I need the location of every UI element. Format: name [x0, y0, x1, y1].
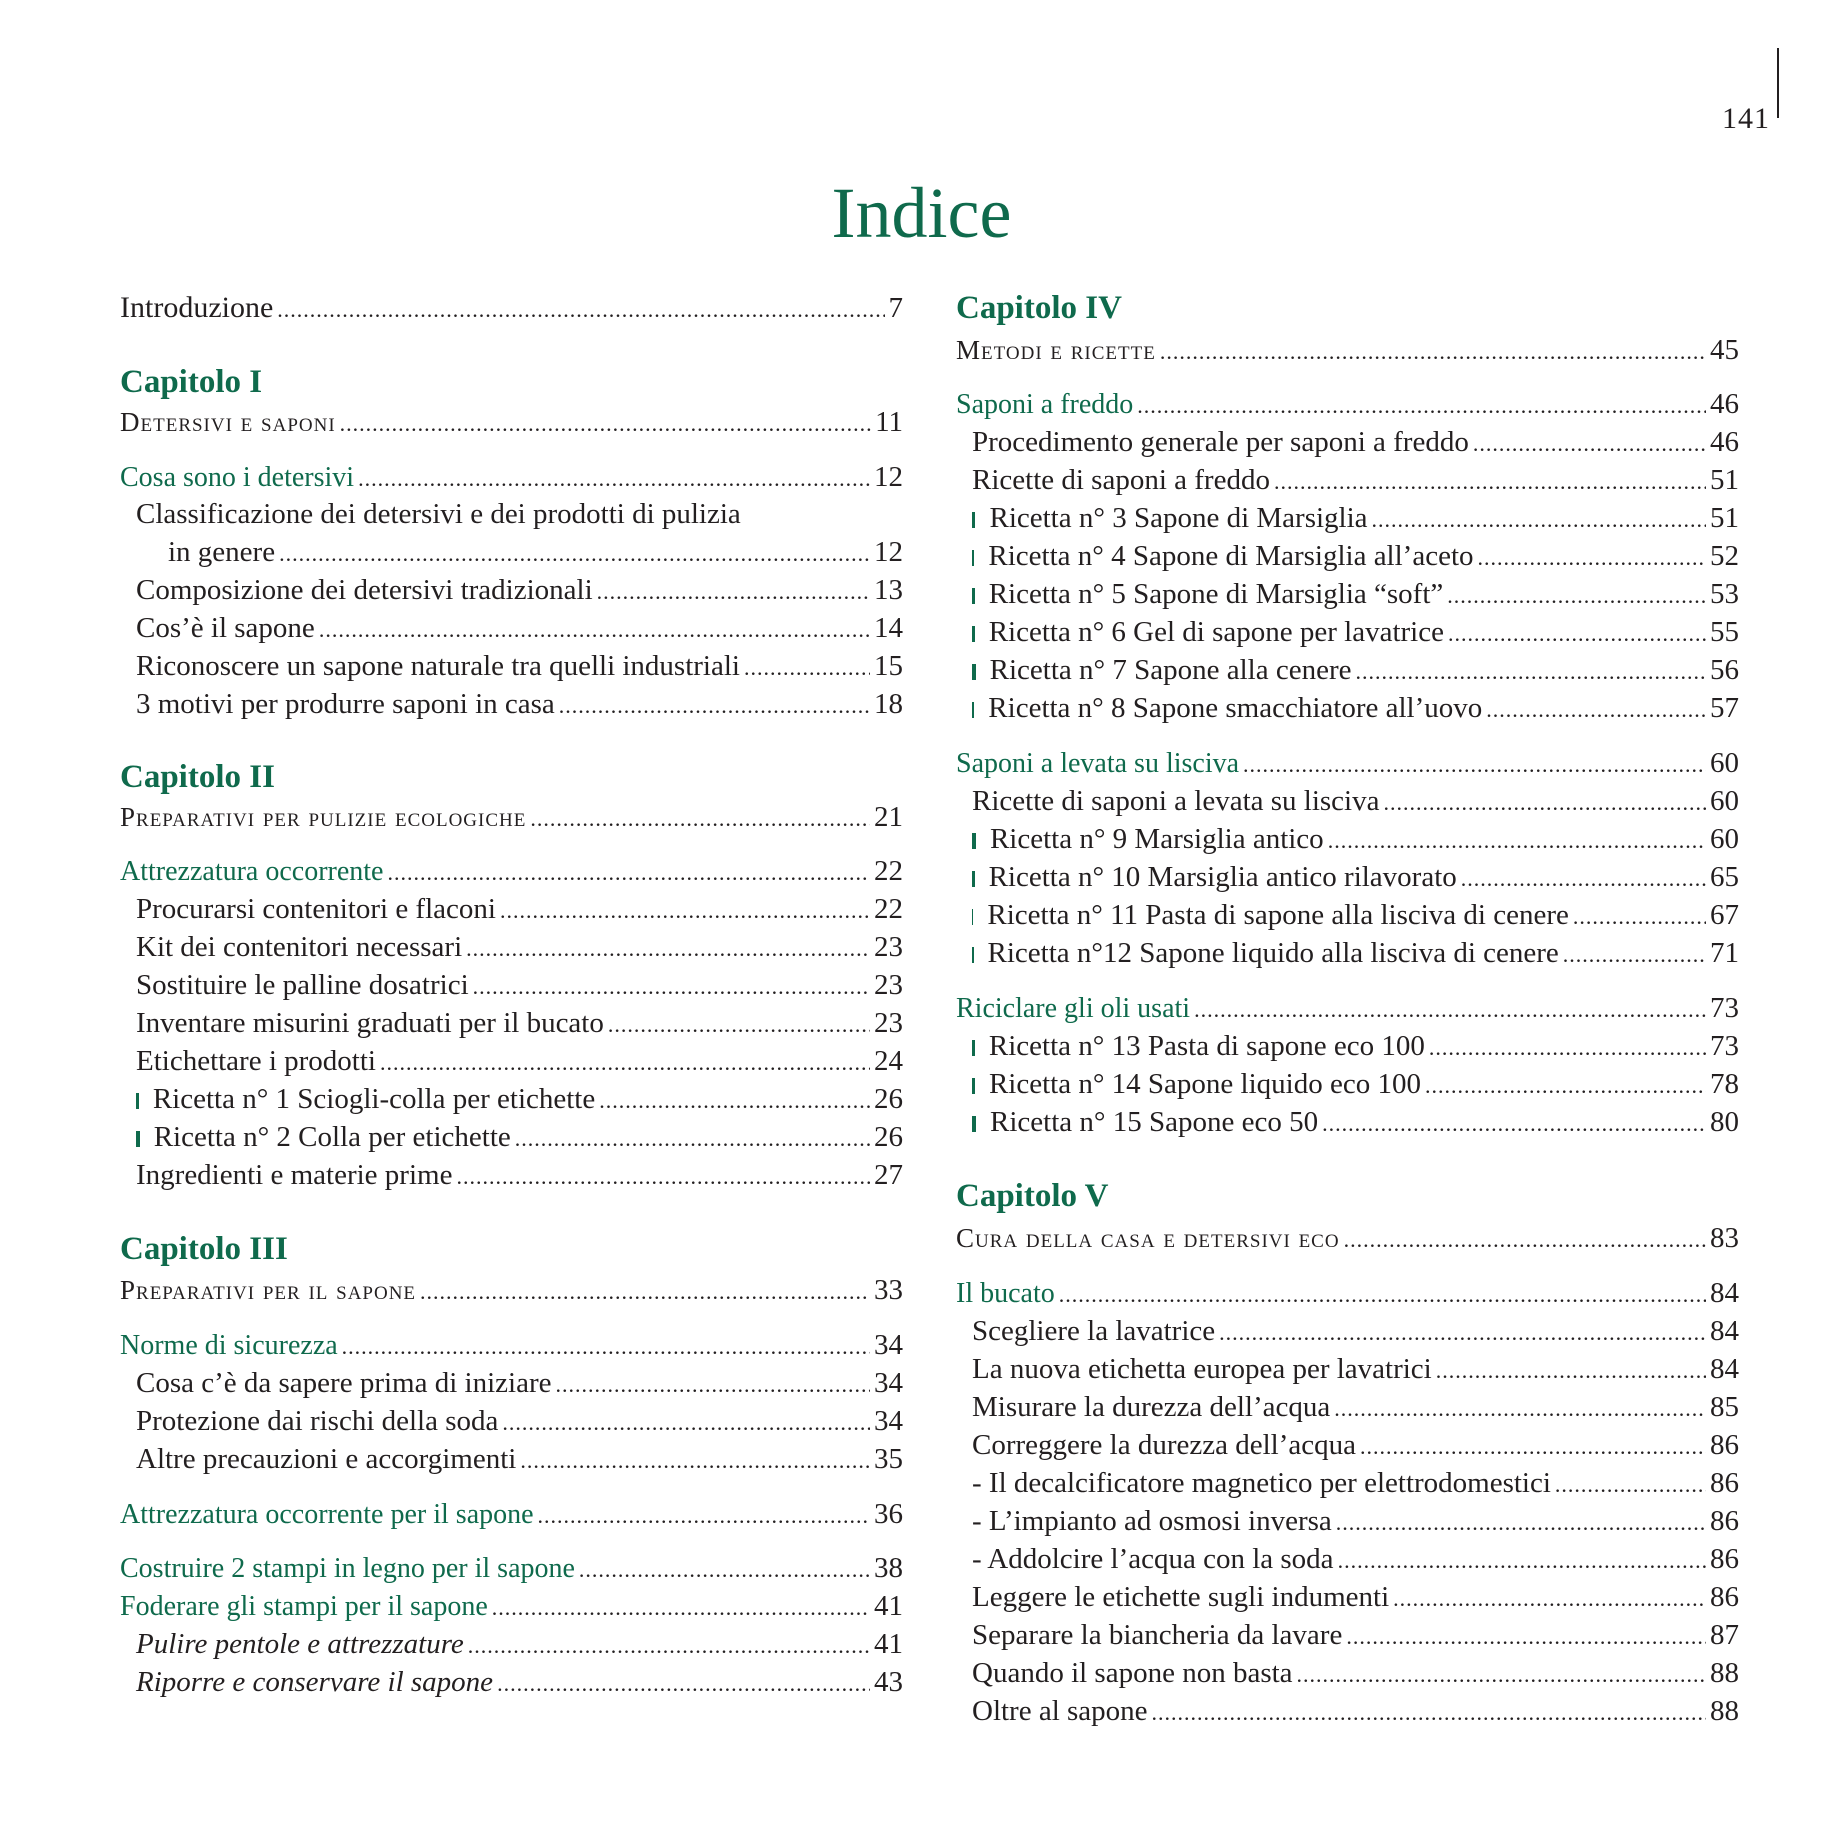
entry-label: Ingredienti e materie prime — [136, 1159, 453, 1191]
toc-entry[interactable] — [972, 1541, 1739, 1577]
toc-recipe-entry[interactable] — [136, 1081, 903, 1117]
dot-leader — [1274, 464, 1706, 500]
entry-page: 86 — [1710, 1505, 1739, 1537]
toc-entry[interactable] — [972, 1465, 1739, 1501]
dot-leader — [1137, 388, 1706, 424]
toc-entry[interactable] — [136, 1626, 903, 1662]
dot-leader — [1486, 692, 1706, 728]
entry-page: 36 — [874, 1498, 903, 1530]
entry-label: Costruire 2 stampi in legno per il sapone — [120, 1553, 575, 1584]
toc-recipe-entry[interactable] — [972, 576, 1739, 612]
dot-leader — [597, 574, 870, 610]
dot-leader — [1425, 1068, 1706, 1104]
entry-page: 12 — [874, 536, 903, 568]
entry-label: Sostituire le palline dosatrici — [136, 969, 469, 1001]
entry-page: 23 — [874, 1007, 903, 1039]
entry-label: La nuova etichetta europea per lavatrici — [972, 1353, 1432, 1385]
dot-leader — [380, 1045, 870, 1081]
dot-leader — [555, 1367, 870, 1403]
dot-leader — [538, 1498, 870, 1534]
entry-page: 34 — [874, 1329, 903, 1361]
toc-recipe-entry[interactable] — [972, 1066, 1739, 1102]
dot-leader — [520, 1443, 870, 1479]
toc-recipe-entry[interactable] — [972, 897, 1739, 933]
dot-leader — [358, 461, 870, 497]
toc-entry[interactable] — [972, 424, 1739, 460]
dot-leader — [515, 1121, 870, 1157]
toc-entry[interactable] — [136, 648, 903, 684]
entry-page: 41 — [874, 1590, 903, 1622]
entry-page: 34 — [874, 1405, 903, 1437]
square-bullet-icon — [136, 1131, 140, 1147]
toc-entry[interactable] — [136, 1043, 903, 1079]
dot-leader — [744, 650, 870, 686]
entry-label: - L’impianto ad osmosi inversa — [972, 1505, 1332, 1537]
chapter-subtitle-1[interactable] — [120, 404, 903, 440]
entry-page: 57 — [1710, 692, 1739, 724]
toc-recipe-entry[interactable] — [972, 690, 1739, 726]
entry-label: Ricetta n° 10 Marsiglia antico rilavorato — [988, 861, 1457, 893]
dot-leader — [319, 612, 870, 648]
toc-entry[interactable] — [136, 1664, 903, 1700]
toc-entry[interactable] — [972, 1693, 1739, 1729]
entry-label: Cosa c’è da sapere prima di iniziare — [136, 1367, 552, 1399]
entry-page: 86 — [1710, 1543, 1739, 1575]
toc-entry[interactable] — [972, 462, 1739, 498]
entry-page: 84 — [1710, 1315, 1739, 1347]
entry-label: in genere — [168, 536, 276, 568]
entry-label: Scegliere la lavatrice — [972, 1315, 1216, 1347]
toc-section[interactable] — [120, 853, 903, 889]
entry-label: Oltre al sapone — [972, 1695, 1148, 1727]
dot-leader — [530, 801, 870, 837]
entry-page: 26 — [874, 1121, 903, 1153]
entry-page: 23 — [874, 931, 903, 963]
dot-leader — [1563, 937, 1706, 973]
entry-page: 80 — [1710, 1106, 1739, 1138]
chapter-heading-2: Capitolo II — [120, 759, 275, 795]
entry-label: Altre precauzioni e accorgimenti — [136, 1443, 517, 1475]
entry-label: Preparativi per il sapone — [120, 1275, 417, 1305]
entry-page: 88 — [1710, 1695, 1739, 1727]
toc-entry-label-line[interactable]: Classificazione dei detersivi e dei prodotti di pulizia — [136, 498, 741, 530]
entry-label: Ricetta n° 5 Sapone di Marsiglia “soft” — [988, 578, 1444, 610]
entry-label: Ricetta n° 7 Sapone alla cenere — [989, 654, 1352, 686]
entry-page: 78 — [1710, 1068, 1739, 1100]
entry-page: 84 — [1710, 1277, 1739, 1309]
entry-label: Introduzione — [120, 291, 274, 324]
entry-label: Ricetta n° 9 Marsiglia antico — [989, 823, 1324, 855]
square-bullet-icon — [972, 1116, 976, 1132]
entry-page: 65 — [1710, 861, 1739, 893]
square-bullet-icon — [972, 909, 973, 925]
entry-label: Protezione dai rischi della soda — [136, 1405, 499, 1437]
entry-label: Foderare gli stampi per il sapone — [120, 1591, 488, 1622]
toc-entry[interactable] — [136, 1441, 903, 1477]
toc-entry[interactable] — [136, 1403, 903, 1439]
toc-entry[interactable] — [136, 610, 903, 646]
chapter-heading-1: Capitolo I — [120, 364, 263, 400]
entry-label: Detersivi e saponi — [120, 407, 336, 437]
toc-entry[interactable] — [972, 1389, 1739, 1425]
dot-leader — [468, 1628, 870, 1664]
dot-leader — [387, 855, 870, 891]
entry-label: Cosa sono i detersivi — [120, 462, 355, 493]
dot-leader — [1473, 426, 1706, 462]
entry-page: 43 — [874, 1666, 903, 1698]
toc-recipe-entry[interactable] — [972, 538, 1739, 574]
entry-page: 18 — [874, 688, 903, 720]
chapter-subtitle-2[interactable] — [120, 799, 903, 835]
entry-page: 84 — [1710, 1353, 1739, 1385]
dot-leader — [497, 1666, 870, 1702]
entry-page: 34 — [874, 1367, 903, 1399]
entry-page: 86 — [1710, 1429, 1739, 1461]
entry-page: 23 — [874, 969, 903, 1001]
dot-leader — [500, 893, 870, 929]
dot-leader — [608, 1007, 870, 1043]
dot-leader — [340, 406, 871, 442]
entry-label: Quando il sapone non basta — [972, 1657, 1293, 1689]
chapter-subtitle-4[interactable] — [956, 332, 1739, 368]
dot-leader — [1384, 785, 1707, 821]
entry-page: 60 — [1710, 785, 1739, 817]
entry-page: 14 — [874, 612, 903, 644]
dot-leader — [1393, 1581, 1706, 1617]
entry-page: 41 — [874, 1628, 903, 1660]
entry-page: 21 — [874, 801, 903, 833]
entry-label: Procedimento generale per saponi a freddo — [972, 426, 1469, 458]
entry-label: Leggere le etichette sugli indumenti — [972, 1581, 1390, 1613]
entry-page: 86 — [1710, 1467, 1739, 1499]
dot-leader — [599, 1083, 870, 1119]
dot-leader — [1573, 899, 1706, 935]
entry-page: 52 — [1710, 540, 1739, 572]
entry-label: Attrezzatura occorrente — [120, 856, 384, 887]
toc-entry[interactable] — [972, 1617, 1739, 1653]
toc-entry[interactable] — [168, 534, 903, 570]
square-bullet-icon — [972, 702, 974, 718]
dot-leader — [1360, 1429, 1706, 1465]
toc-section[interactable] — [120, 459, 903, 495]
toc-entry[interactable] — [972, 1313, 1739, 1349]
entry-label: Ricetta n° 14 Sapone liquido eco 100 — [988, 1068, 1421, 1100]
page-title: Indice — [831, 173, 1012, 253]
entry-label: Composizione dei detersivi tradizionali — [136, 574, 593, 606]
entry-label: Ricetta n° 13 Pasta di sapone eco 100 — [988, 1030, 1425, 1062]
square-bullet-icon — [972, 947, 974, 963]
entry-label: Saponi a levata su lisciva — [956, 748, 1240, 779]
entry-page: 86 — [1710, 1581, 1739, 1613]
toc-recipe-entry[interactable] — [972, 1104, 1739, 1140]
toc-entry[interactable] — [136, 1005, 903, 1041]
toc-entry-intro[interactable] — [120, 290, 903, 326]
page-edge-rule — [1777, 48, 1779, 118]
entry-label: Ricette di saponi a levata su lisciva — [972, 785, 1380, 817]
dot-leader — [1436, 1353, 1706, 1389]
dot-leader — [1448, 616, 1706, 652]
toc-section[interactable] — [120, 1550, 903, 1586]
chapter-heading-4: Capitolo IV — [956, 290, 1122, 326]
entry-page: 73 — [1710, 1030, 1739, 1062]
entry-label: Ricetta n° 8 Sapone smacchiatore all’uovo — [988, 692, 1483, 724]
entry-page: 27 — [874, 1159, 903, 1191]
toc-entry[interactable] — [136, 1157, 903, 1193]
square-bullet-icon — [972, 1078, 975, 1094]
square-bullet-icon — [972, 871, 975, 887]
chapter-heading-5: Capitolo V — [956, 1178, 1109, 1214]
entry-page: 35 — [874, 1443, 903, 1475]
toc-entry[interactable] — [972, 1503, 1739, 1539]
square-bullet-icon — [972, 833, 976, 849]
entry-page: 11 — [875, 406, 903, 438]
chapter-subtitle-5[interactable] — [956, 1220, 1739, 1256]
dot-leader — [1344, 1222, 1706, 1258]
toc-entry[interactable] — [136, 891, 903, 927]
dot-leader — [1334, 1391, 1706, 1427]
toc-section[interactable] — [956, 386, 1739, 422]
entry-page: 12 — [874, 461, 903, 493]
entry-label: Ricetta n° 15 Sapone eco 50 — [990, 1106, 1319, 1138]
entry-page: 7 — [888, 292, 903, 324]
dot-leader — [1461, 861, 1706, 897]
entry-page: 85 — [1710, 1391, 1739, 1423]
toc-recipe-entry[interactable] — [972, 859, 1739, 895]
entry-page: 73 — [1710, 992, 1739, 1024]
entry-page: 33 — [874, 1274, 903, 1306]
entry-label: Attrezzatura occorrente per il sapone — [120, 1499, 534, 1530]
entry-label: Inventare misurini graduati per il bucato — [136, 1007, 604, 1039]
entry-label: Kit dei contenitori necessari — [136, 931, 463, 963]
entry-label: Norme di sicurezza — [120, 1330, 338, 1361]
entry-page: 22 — [874, 893, 903, 925]
dot-leader — [1336, 1505, 1706, 1541]
entry-label: 3 motivi per produrre saponi in casa — [136, 688, 555, 720]
toc-section[interactable] — [956, 1275, 1739, 1311]
toc-section[interactable] — [956, 990, 1739, 1026]
toc-recipe-entry[interactable] — [972, 1028, 1739, 1064]
entry-page: 53 — [1710, 578, 1739, 610]
entry-page: 46 — [1710, 426, 1739, 458]
entry-label: Il bucato — [956, 1278, 1055, 1309]
entry-label: - Il decalcificatore magnetico per elettrodomestici — [972, 1467, 1551, 1499]
entry-label: Pulire pentole e attrezzature — [136, 1628, 464, 1660]
dot-leader — [1555, 1467, 1706, 1503]
dot-leader — [1219, 1315, 1706, 1351]
toc-entry[interactable] — [136, 967, 903, 1003]
dot-leader — [1160, 334, 1706, 370]
entry-label: - Addolcire l’acqua con la soda — [972, 1543, 1334, 1575]
dot-leader — [1338, 1543, 1706, 1579]
entry-page: 83 — [1710, 1222, 1739, 1254]
dot-leader — [1346, 1619, 1706, 1655]
entry-page: 60 — [1710, 823, 1739, 855]
square-bullet-icon — [972, 550, 974, 566]
dot-leader — [579, 1552, 870, 1588]
entry-page: 38 — [874, 1552, 903, 1584]
toc-entry[interactable] — [972, 783, 1739, 819]
dot-leader — [1297, 1657, 1706, 1693]
entry-page: 24 — [874, 1045, 903, 1077]
toc-recipe-entry[interactable] — [972, 652, 1739, 688]
entry-label: Saponi a freddo — [956, 389, 1134, 420]
toc-entry[interactable] — [972, 1655, 1739, 1691]
entry-label: Ricetta n°12 Sapone liquido alla lisciva di cenere — [987, 937, 1559, 969]
square-bullet-icon — [972, 512, 975, 528]
dot-leader — [1372, 502, 1706, 538]
entry-label: Misurare la durezza dell’acqua — [972, 1391, 1331, 1423]
entry-page: 46 — [1710, 388, 1739, 420]
dot-leader — [473, 969, 870, 1005]
page-number: 141 — [1722, 102, 1770, 135]
toc-recipe-entry[interactable] — [972, 500, 1739, 536]
toc-recipe-entry[interactable] — [972, 821, 1739, 857]
square-bullet-icon — [136, 1093, 139, 1109]
square-bullet-icon — [972, 626, 975, 642]
entry-label: Procurarsi contenitori e flaconi — [136, 893, 496, 925]
entry-page: 15 — [874, 650, 903, 682]
entry-label: Preparativi per pulizie ecologiche — [120, 802, 527, 832]
entry-page: 13 — [874, 574, 903, 606]
entry-label: Ricetta n° 4 Sapone di Marsiglia all’aceto — [988, 540, 1474, 572]
toc-entry[interactable] — [136, 929, 903, 965]
square-bullet-icon — [972, 664, 976, 680]
toc-entry[interactable] — [972, 1351, 1739, 1387]
entry-label: Ricetta n° 6 Gel di sapone per lavatrice — [988, 616, 1444, 648]
chapter-subtitle-3[interactable] — [120, 1272, 903, 1308]
toc-entry[interactable] — [136, 1365, 903, 1401]
dot-leader — [559, 688, 870, 724]
entry-label: Ricetta n° 1 Sciogli-colla per etichette — [152, 1083, 596, 1115]
entry-label: Ricetta n° 3 Sapone di Marsiglia — [989, 502, 1368, 534]
toc-entry[interactable] — [136, 572, 903, 608]
dot-leader — [1059, 1277, 1706, 1313]
entry-label: Etichettare i prodotti — [136, 1045, 376, 1077]
dot-leader — [1152, 1695, 1706, 1731]
entry-label: Riconoscere un sapone naturale tra quelli industriali — [136, 650, 740, 682]
entry-page: 45 — [1710, 334, 1739, 366]
dot-leader — [456, 1159, 870, 1195]
entry-page: 88 — [1710, 1657, 1739, 1689]
toc-recipe-entry[interactable] — [972, 935, 1739, 971]
toc-entry[interactable] — [972, 1427, 1739, 1463]
toc-entry[interactable] — [136, 686, 903, 722]
entry-page: 56 — [1710, 654, 1739, 686]
dot-leader — [1194, 992, 1706, 1028]
dot-leader — [342, 1329, 870, 1365]
toc-recipe-entry[interactable] — [136, 1119, 903, 1155]
toc-entry[interactable] — [972, 1579, 1739, 1615]
entry-label: Correggere la durezza dell’acqua — [972, 1429, 1357, 1461]
entry-page: 22 — [874, 855, 903, 887]
entry-page: 55 — [1710, 616, 1739, 648]
toc-recipe-entry[interactable] — [972, 614, 1739, 650]
toc-section[interactable] — [120, 1496, 903, 1532]
dot-leader — [1478, 540, 1706, 576]
chapter-heading-3: Capitolo III — [120, 1231, 288, 1267]
dot-leader — [1429, 1030, 1706, 1066]
entry-label: Cos’è il sapone — [136, 612, 315, 644]
entry-page: 51 — [1710, 502, 1739, 534]
dot-leader — [502, 1405, 870, 1441]
entry-page: 26 — [874, 1083, 903, 1115]
entry-label: Riciclare gli oli usati — [956, 993, 1191, 1024]
dot-leader — [420, 1274, 870, 1310]
entry-page: 51 — [1710, 464, 1739, 496]
entry-label: Ricetta n° 11 Pasta di sapone alla lisciva di cenere — [987, 899, 1569, 931]
entry-label: Ricette di saponi a freddo — [972, 464, 1270, 496]
toc-section[interactable] — [956, 745, 1739, 781]
entry-page: 87 — [1710, 1619, 1739, 1651]
dot-leader — [466, 931, 870, 967]
entry-label: Metodi e ricette — [956, 335, 1156, 365]
entry-page: 71 — [1710, 937, 1739, 969]
dot-leader — [279, 536, 870, 572]
dot-leader — [1328, 823, 1706, 859]
dot-leader — [1243, 747, 1706, 783]
dot-leader — [492, 1590, 870, 1626]
dot-leader — [277, 292, 884, 328]
entry-label: Riporre e conservare il sapone — [136, 1666, 494, 1698]
square-bullet-icon — [972, 588, 975, 604]
square-bullet-icon — [972, 1040, 975, 1056]
toc-section[interactable] — [120, 1588, 903, 1624]
entry-label: Cura della casa e detersivi eco — [956, 1223, 1340, 1253]
entry-label: Ricetta n° 2 Colla per etichette — [153, 1121, 511, 1153]
entry-page: 67 — [1710, 899, 1739, 931]
dot-leader — [1356, 654, 1706, 690]
entry-label: Separare la biancheria da lavare — [972, 1619, 1343, 1651]
dot-leader — [1447, 578, 1706, 614]
entry-page: 60 — [1710, 747, 1739, 779]
dot-leader — [1322, 1106, 1706, 1142]
toc-section[interactable] — [120, 1327, 903, 1363]
